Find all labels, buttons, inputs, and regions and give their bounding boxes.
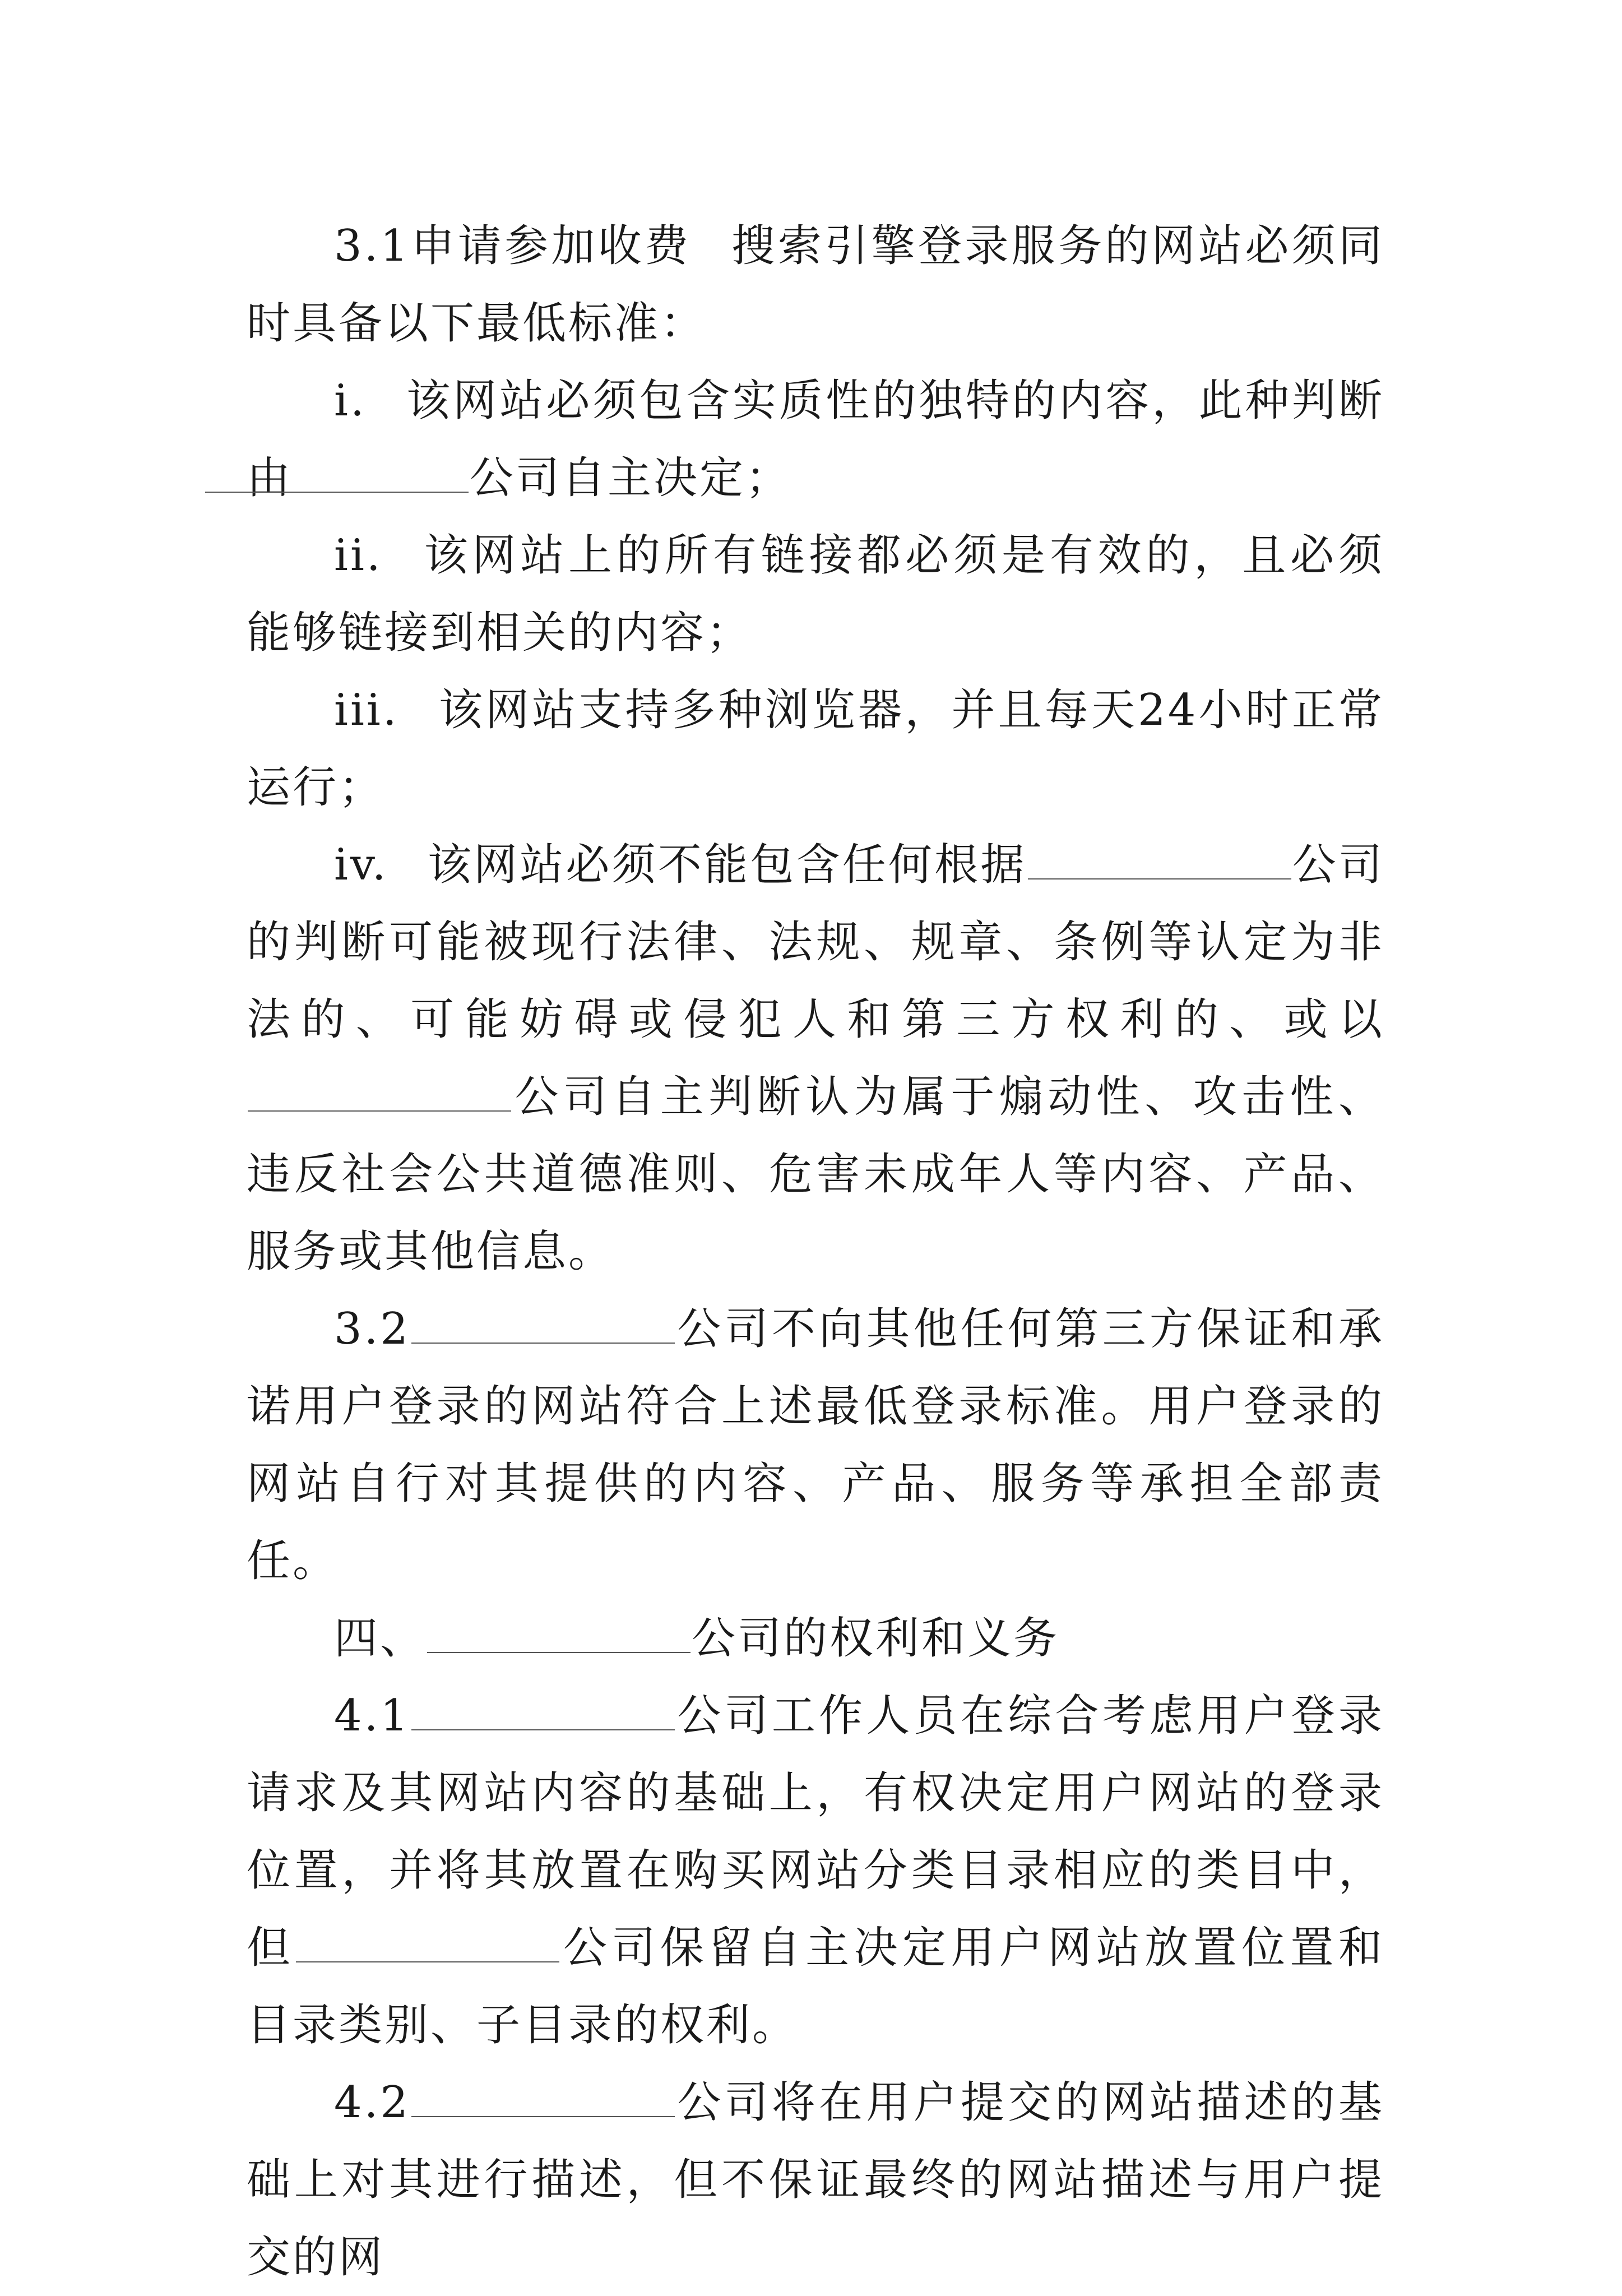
paragraph-text: 公司不向其他任何第三方保证和承诺用户登录的网站符合上述最低登录标准。用户登录的网站自行对其提供的内容、产品、服务等承担全部责任。	[247, 1304, 1384, 1586]
blank-underline	[411, 2078, 675, 2117]
blank-underline	[248, 1072, 511, 1112]
paragraph-text: 该网站必须不能包含任何根据	[427, 840, 1027, 890]
paragraph-text: 公司工作人员在综合考虑用户登录请求及其网站内容的基础上，有权决定用户网站的登录位置，并将其放置在购买网站分类目录相应的类目中，但	[247, 1691, 1384, 1973]
paragraph-text: 该网站支持多种浏览器，并且每天24小时正常运行；	[247, 685, 1384, 813]
blank-underline	[427, 1614, 690, 1653]
paragraph-text: 公司将在用户提交的网站描述的基础上对其进行描述，但不保证最终的网站描述与用户提交的网	[247, 2077, 1384, 2283]
blank-underline	[1028, 840, 1291, 879]
section-heading-4	[247, 1600, 1384, 1677]
paragraph-text: 公司的判断可能被现行法律、法规、规章、条例等认定为非法的、可能妨碍或侵犯人和第三方权利的、或以	[247, 840, 1384, 1045]
paragraph-3-1	[247, 207, 1384, 362]
paragraph-4-1	[247, 1677, 1384, 2064]
paragraph-4-2	[247, 2064, 1384, 2296]
clause-number: 4.2	[334, 2077, 411, 2128]
clause-number: 4.1	[334, 1691, 411, 1741]
list-item-i	[247, 362, 1384, 517]
blank-underline	[411, 1691, 675, 1730]
paragraph-text: 搜索引擎登录服务的网站必须同时具备以下最低标准：	[247, 221, 1384, 349]
paragraph-text: 公司自主决定；	[470, 453, 792, 503]
list-marker: i.	[334, 376, 367, 426]
paragraph-text: 公司保留自主决定用户网站放置位置和目录类别、子目录的权利。	[247, 1923, 1384, 2050]
clause-number: 3.2	[334, 1304, 411, 1354]
list-marker: iv.	[334, 840, 388, 890]
paragraph-text: 该网站上的所有链接都必须是有效的，且必须能够链接到相关的内容；	[247, 530, 1384, 658]
paragraph-text: 该网站必须包含实质性的独特的内容，此种判断由	[247, 376, 1384, 503]
list-marker: iii.	[334, 685, 399, 735]
blank-underline	[296, 1923, 559, 1962]
list-item-iv	[247, 826, 1384, 1290]
blank-underline	[411, 1304, 675, 1344]
document-body	[247, 207, 1384, 2296]
section-number: 四、	[334, 1613, 427, 1664]
list-item-iii	[247, 672, 1384, 826]
blank-underline	[205, 453, 469, 493]
clause-number: 3.1申请参加收费	[334, 221, 692, 271]
list-marker: ii.	[334, 530, 383, 581]
paragraph-text: 公司自主判断认为属于煽动性、攻击性、违反社会公共道德准则、危害未成年人等内容、产品、服务或其他信息。	[247, 1072, 1384, 1277]
section-title: 公司的权利和义务	[692, 1613, 1060, 1664]
list-item-ii	[247, 517, 1384, 672]
paragraph-3-2	[247, 1290, 1384, 1600]
